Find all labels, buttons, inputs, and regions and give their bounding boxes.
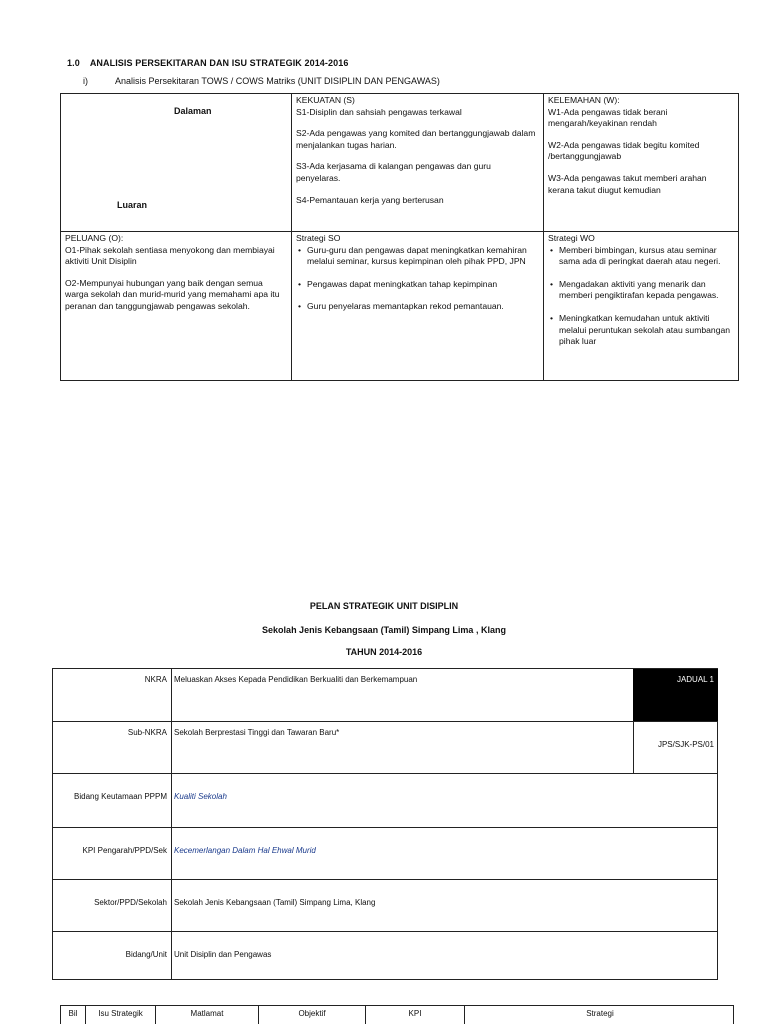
- subsection-title: Analisis Persekitaran TOWS / COWS Matriks (UNIT DISIPLIN DAN PENGAWAS): [115, 76, 440, 86]
- section-number: 1.0: [67, 58, 80, 68]
- info-value: Kecemerlangan Dalam Hal Ehwal Murid: [174, 846, 316, 855]
- info-value: Sekolah Berprestasi Tinggi dan Tawaran Baru*: [174, 728, 340, 737]
- info-row-sektor: [53, 879, 717, 931]
- kekuatan-item: S3-Ada kerjasama di kalangan pengawas dan guru penyelaras.: [296, 161, 491, 183]
- luaran-label: Luaran: [117, 200, 148, 210]
- kelemahan-item: W2-Ada pengawas tidak begitu komited /bertanggungjawab: [548, 139, 700, 162]
- info-row-bidang-keutamaan: [53, 773, 717, 825]
- strategi-wo-list: [548, 245, 736, 348]
- subsection-roman: i): [83, 76, 88, 86]
- kekuatan-item: S2-Ada pengawas yang komited dan bertanggungjawab dalam menjalankan tugas harian.: [296, 128, 536, 150]
- document-code: JPS/SJK-PS/01: [633, 721, 718, 773]
- kekuatan-item: S4-Pemantauan kerja yang berterusan: [296, 194, 444, 205]
- kekuatan-title: KEKUATAN (S): [296, 95, 355, 105]
- strategi-wo-cell: [548, 233, 736, 359]
- strategi-wo-title: Strategi WO: [548, 233, 595, 243]
- header-objektif: Objektif: [259, 1006, 366, 1024]
- plan-school: Sekolah Jenis Kebangsaan (Tamil) Simpang Lima , Klang: [262, 625, 506, 635]
- kelemahan-cell: [548, 95, 734, 206]
- header-kpi: KPI: [366, 1006, 465, 1024]
- strategi-so-item: • Guru-guru dan pengawas dapat meningkatkan kemahiran melalui seminar, kursus kepimpinan oleh pihak PPD, JPN: [296, 245, 540, 268]
- header-matlamat: Matlamat: [156, 1006, 259, 1024]
- section-heading: [67, 58, 348, 70]
- strategi-so-item: • Pengawas dapat meningkatkan tahap kepimpinan: [296, 279, 540, 291]
- info-label: Sub-NKRA: [127, 728, 167, 737]
- info-label: Sektor/PPD/Sekolah: [94, 898, 167, 907]
- table-divider: [61, 231, 738, 232]
- plan-year: TAHUN 2014-2016: [345, 647, 423, 657]
- info-row-sub-nkra: [53, 721, 717, 773]
- table-divider: [543, 94, 544, 380]
- kelemahan-title: KELEMAHAN (W):: [548, 95, 620, 105]
- info-row-bidang-unit: [53, 931, 717, 981]
- jadual-label: JADUAL 1: [633, 669, 718, 721]
- strategi-wo-item: • Memberi bimbingan, kursus atau seminar sama ada di peringkat daerah atau negeri.: [548, 245, 736, 268]
- info-label: KPI Pengarah/PPD/Sek: [82, 846, 167, 855]
- strategi-so-cell: [296, 233, 540, 324]
- strategi-so-list: [296, 245, 540, 313]
- info-label: Bidang Keutamaan PPPM: [74, 792, 167, 801]
- table-divider: [291, 94, 292, 380]
- peluang-item: O2-Mempunyai hubungan yang baik dengan semua warga sekolah dan murid-murid yang memahami apa itu peranan dan tanggungjawab pengawas sekolah.: [65, 277, 280, 311]
- strategi-wo-item: • Mengadakan aktiviti yang menarik dan memberi pengiktirafan kepada pengawas.: [548, 279, 736, 302]
- kekuatan-cell: [296, 95, 536, 216]
- subsection-heading: [83, 76, 440, 88]
- header-strategi: Strategi: [586, 1009, 614, 1018]
- info-label: NKRA: [144, 675, 167, 684]
- header-isu-strategik: Isu Strategik: [86, 1006, 156, 1024]
- info-value: Kualiti Sekolah: [174, 792, 227, 801]
- plan-title: PELAN STRATEGIK UNIT DISIPLIN: [309, 601, 459, 611]
- peluang-title: PELUANG (O):: [65, 233, 124, 243]
- info-value: Unit Disiplin dan Pengawas: [174, 950, 272, 959]
- strategi-so-title: Strategi SO: [296, 233, 341, 243]
- dalaman-label: Dalaman: [174, 106, 212, 116]
- info-value: Sekolah Jenis Kebangsaan (Tamil) Simpang Lima, Klang: [174, 898, 376, 907]
- header-bil: Bil: [61, 1006, 86, 1024]
- peluang-item: O1-Pihak sekolah sentiasa menyokong dan membiayai aktiviti Unit Disiplin: [65, 244, 275, 267]
- strategi-so-item: • Guru penyelaras memantapkan rekod pemantauan.: [296, 301, 540, 313]
- plan-info-table: [52, 668, 718, 980]
- strategi-wo-item: • Meningkatkan kemudahan untuk aktiviti melalui peruntukan sekolah atau sumbangan pihak luar: [548, 313, 736, 348]
- info-value: Meluaskan Akses Kepada Pendidikan Berkualiti dan Berkemampuan: [174, 675, 418, 684]
- kelemahan-item: W3-Ada pengawas takut memberi arahan kerana takut diugut kemudian: [548, 172, 707, 195]
- section-title: ANALISIS PERSEKITARAN DAN ISU STRATEGIK 2014-2016: [89, 58, 349, 68]
- info-label: Bidang/Unit: [125, 950, 167, 959]
- kekuatan-item: S1-Disiplin dan sahsiah pengawas terkawal: [296, 106, 462, 117]
- tows-matrix-table: [60, 93, 739, 381]
- kelemahan-item: W1-Ada pengawas tidak berani mengarah/keyakinan rendah: [548, 106, 668, 129]
- info-row-kpi: [53, 827, 717, 879]
- info-row-nkra: [53, 669, 717, 721]
- peluang-cell: [65, 233, 287, 323]
- strategy-header-table: [60, 1005, 734, 1024]
